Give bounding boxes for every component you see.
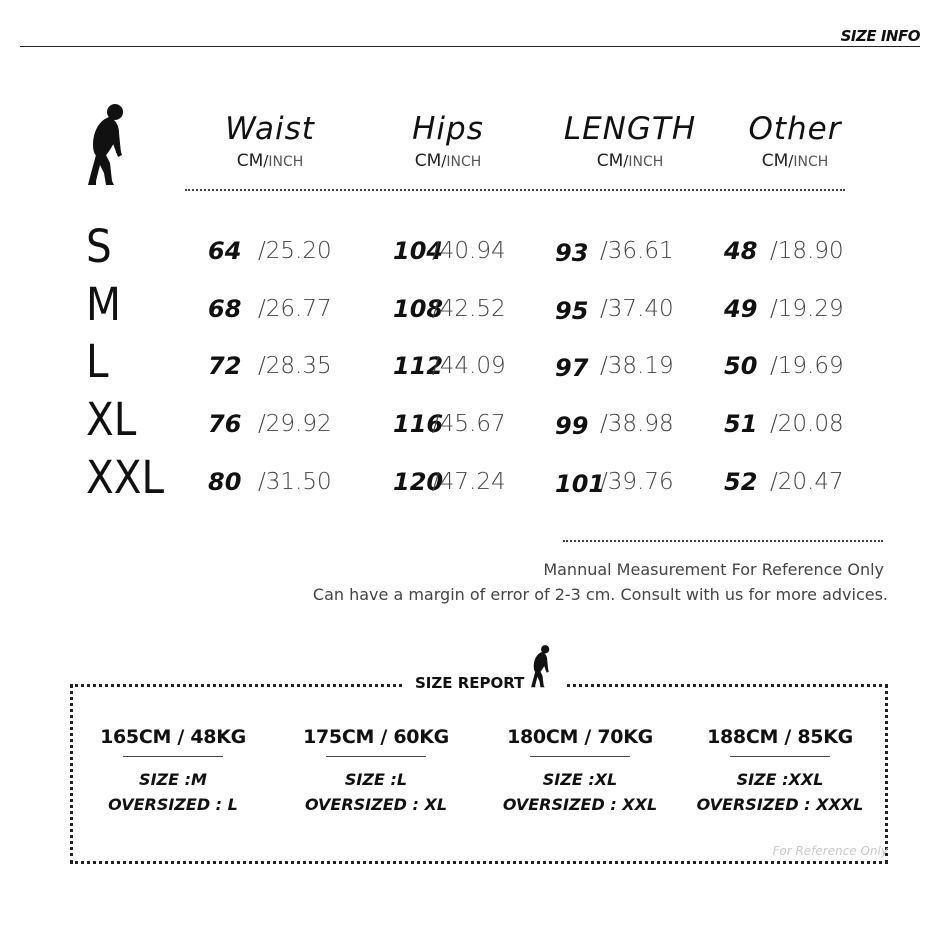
column-title: Other <box>748 111 842 147</box>
waist-inch: /26.77 <box>258 296 332 322</box>
note-line-2: Can have a margin of error of 2-3 cm. Consult with us for more advices. <box>312 585 888 604</box>
hips-cm: 112 <box>393 352 444 380</box>
other-cm: 51 <box>724 410 758 438</box>
header-divider <box>20 46 920 47</box>
length-inch: /39.76 <box>600 469 674 495</box>
waist-inch: /31.50 <box>258 469 332 495</box>
column-title: Hips <box>412 111 484 147</box>
hips-inch: /44.09 <box>432 353 506 379</box>
size-report-entry <box>690 726 870 817</box>
size-label-m: M <box>86 278 121 331</box>
size-label-xl: XL <box>86 393 137 446</box>
waist-inch: /28.35 <box>258 353 332 379</box>
waist-cm: 64 <box>208 237 242 265</box>
length-inch: /37.40 <box>600 296 674 322</box>
recommended-size: SIZE :XL <box>542 770 618 789</box>
length-cm: 95 <box>555 297 589 325</box>
column-unit: CM/INCH <box>414 151 482 171</box>
other-cm: 48 <box>724 237 758 265</box>
hips-cm: 116 <box>393 410 444 438</box>
waist-cm: 76 <box>208 410 242 438</box>
entry-rule <box>123 756 223 757</box>
length-cm: 101 <box>555 470 606 498</box>
length-cm: 99 <box>555 412 589 440</box>
size-label-s: S <box>86 220 112 273</box>
other-cm: 52 <box>724 468 758 496</box>
waist-inch: /29.92 <box>258 411 332 437</box>
waist-cm: 68 <box>208 295 242 323</box>
hips-inch: /42.52 <box>432 296 506 322</box>
column-header-hips <box>368 111 528 172</box>
hips-inch: /47.24 <box>432 469 506 495</box>
size-info-title: SIZE INFO <box>840 27 920 45</box>
other-cm: 49 <box>724 295 758 323</box>
other-inch: /20.47 <box>770 469 844 495</box>
other-inch: /19.69 <box>770 353 844 379</box>
header-dotted-divider <box>185 189 845 191</box>
recommended-size: SIZE :M <box>139 770 207 789</box>
reference-only-footnote: For Reference Only <box>772 844 888 858</box>
length-inch: /38.19 <box>600 353 674 379</box>
oversized-size: OVERSIZED : XL <box>304 795 448 814</box>
column-header-waist <box>190 111 350 172</box>
size-label-l: L <box>86 335 109 388</box>
height-weight: 165CM / 48KG <box>100 726 246 748</box>
hips-cm: 104 <box>393 237 444 265</box>
note-line-1: Mannual Measurement For Reference Only <box>543 560 884 579</box>
hips-inch: /40.94 <box>432 238 506 264</box>
ape-figure-icon <box>82 103 132 189</box>
hips-inch: /45.67 <box>432 411 506 437</box>
size-report-entry <box>286 726 466 817</box>
column-title: LENGTH <box>563 111 697 147</box>
length-cm: 93 <box>555 239 589 267</box>
column-header-other <box>715 111 875 172</box>
oversized-size: OVERSIZED : XXXL <box>696 795 864 814</box>
column-unit: CM/INCH <box>236 151 304 171</box>
recommended-size: SIZE :L <box>344 770 408 789</box>
ape-figure-icon <box>528 642 554 692</box>
other-inch: /20.08 <box>770 411 844 437</box>
height-weight: 188CM / 85KG <box>707 726 853 748</box>
column-title: Waist <box>225 111 315 147</box>
height-weight: 180CM / 70KG <box>507 726 653 748</box>
size-label-xxl: XXL <box>86 451 165 504</box>
waist-cm: 80 <box>208 468 242 496</box>
entry-rule <box>326 756 426 757</box>
oversized-size: OVERSIZED : XXL <box>502 795 658 814</box>
recommended-size: SIZE :XXL <box>736 770 824 789</box>
notes-dotted-divider <box>563 540 883 542</box>
hips-cm: 120 <box>393 468 444 496</box>
length-cm: 97 <box>555 354 589 382</box>
waist-cm: 72 <box>208 352 242 380</box>
column-header-length <box>550 111 710 172</box>
other-inch: /18.90 <box>770 238 844 264</box>
length-inch: /36.61 <box>600 238 674 264</box>
height-weight: 175CM / 60KG <box>303 726 449 748</box>
waist-inch: /25.20 <box>258 238 332 264</box>
column-unit: CM/INCH <box>596 151 664 171</box>
size-report-title: SIZE REPORT <box>415 674 525 692</box>
other-cm: 50 <box>724 352 758 380</box>
other-inch: /19.29 <box>770 296 844 322</box>
hips-cm: 108 <box>393 295 444 323</box>
oversized-size: OVERSIZED : L <box>108 795 238 814</box>
size-report-entry <box>83 726 263 817</box>
entry-rule <box>730 756 830 757</box>
entry-rule <box>530 756 630 757</box>
column-unit: CM/INCH <box>761 151 829 171</box>
length-inch: /38.98 <box>600 411 674 437</box>
size-report-entry <box>490 726 670 817</box>
